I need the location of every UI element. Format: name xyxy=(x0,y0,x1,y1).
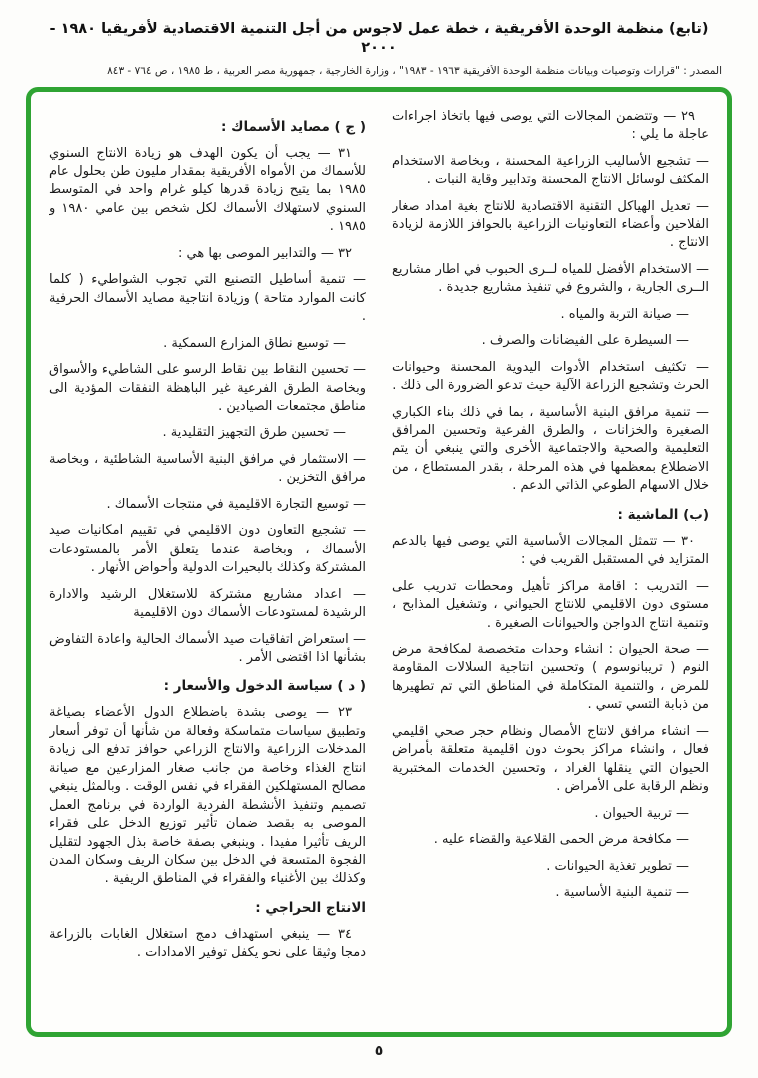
list-item: — الاستخدام الأفضل للمياه لــرى الحبوب في اطار مشاريع الــرى الجارية ، والشروع في تنفيذ مشاريع جديدة . xyxy=(392,261,709,296)
list-item: — توسيع التجارة الاقليمية في منتجات الأسماك . xyxy=(106,496,366,512)
list-item: — الاستثمار في مرافق البنية الأساسية الشاطئية ، وبخاصة مرافق التخزين . xyxy=(49,451,366,486)
list-item: — تعديل الهياكل التقنية الاقتصادية للانتاج بغية امداد صغار الفلاحين وأعضاء التعاونيات الزراعية بالحوافز اللازمة لزيادة الانتاج . xyxy=(392,198,709,251)
list-item: — تنمية البنية الأساسية . xyxy=(555,884,689,900)
list-item: — توسيع نطاق المزارع السمكية . xyxy=(163,335,346,351)
list-item: — التدريب : اقامة مراكز تأهيل ومحطات تدريب على مستوى دون الاقليمي للانتاج الحيواني ، وتشغيل المذابح ، وتنمية انتاج الدواجن والحيوانات الصغيرة . xyxy=(392,578,709,631)
paragraph: ٣٢ — والتدابير الموصى بها هي : xyxy=(177,245,352,261)
document-header xyxy=(0,0,758,77)
page-number: ٥ xyxy=(374,1042,384,1059)
section-heading: الانتاج الحراجي : xyxy=(255,899,366,916)
list-item: — مكافحة مرض الحمى القلاعية والقضاء عليه . xyxy=(433,832,689,848)
list-item: — صيانة التربة والمياه . xyxy=(560,306,689,322)
two-column-layout xyxy=(49,108,709,1018)
column-left xyxy=(49,108,366,1018)
document-title: (تابع) منظمة الوحدة الأفريقية ، خطة عمل لاجوس من أجل التنمية الاقتصادية لأفريقيا ١٩٨٠ - ٢٠٠٠ xyxy=(49,21,709,56)
list-item: — استعراض اتفاقيات صيد الأسماك الحالية واعادة التفاوض بشأنها اذا اقتضى الأمر . xyxy=(49,631,366,665)
list-item: — تكثيف استخدام الأدوات اليدوية المحسنة وحيوانات الحرث وتشجيع الزراعة الآلية حيث تدعو الضرورة الى ذلك . xyxy=(392,359,709,394)
list-item: — اعداد مشاريع مشتركة للاستغلال الرشيد والادارة الرشيدة لمستودعات الأسماك دون الاقليمية xyxy=(49,586,366,621)
list-item: — السيطرة على الفيضانات والصرف . xyxy=(481,333,689,349)
list-item: — تشجيع التعاون دون الاقليمي في تقييم امكانيات صيد الأسماك ، وبخاصة عندما يتعلق الأمر بالمستودعات المشتركة وكذلك بالبحيرات الدولية وأحواض الأنهار . xyxy=(49,523,366,576)
content-frame xyxy=(26,87,732,1037)
document-source-line: المصدر : "قرارات وتوصيات وبيانات منظمة الوحدة الأفريقية ١٩٦٣ - ١٩٨٣" ، وزارة الخارجية ، جمهورية مصر العربية ، ط ١٩٨٥ ، ص ٧٦٤ - ٨٤٣ xyxy=(107,64,722,77)
list-item: — تنمية مرافق البنية الأساسية ، بما في ذلك بناء الكباري الصغيرة والخزانات ، والطرق الفرعية وتحسين المرافق التعليمية والصحية والاجتماعية الأخرى والتي ينبغي أن يتم الاضطلاع بمعظمها في هذه المرحلة ، بقدر المستطاع ، من خلال الاسهام الطوعي الذاتي الدعم . xyxy=(392,404,709,494)
list-item: — تحسين طرق التجهيز التقليدية . xyxy=(162,425,346,441)
paragraph: ٢٩ — وتتضمن المجالات التي يوصى فيها باتخاذ اجراءات عاجلة ما يلي : xyxy=(392,108,709,143)
section-heading: (ب) الماشية : xyxy=(617,506,709,523)
list-item: — تحسين النقاط بين نقاط الرسو على الشاطيء والأسواق وبخاصة الطرق الفرعية غير الباهظة النفقات المؤدية الى مناطق مجتمعات الصيادين . xyxy=(49,362,366,415)
column-right xyxy=(392,108,709,1018)
section-heading: ( ج ) مصايد الأسماك : xyxy=(220,118,366,135)
list-item: — تنمية أساطيل التصنيع التي تجوب الشواطيء ( كلما كانت الموارد متاحة ) وزيادة انتاجية مصايد الأسماك الحرفية . xyxy=(49,272,366,325)
paragraph: ٣٤ — ينبغي استهداف دمج استغلال الغابات بالزراعة دمجا وثيقا على نحو يكفل توفير الامدادات . xyxy=(49,926,366,961)
list-item: — تشجيع الأساليب الزراعية المحسنة ، وبخاصة الاستخدام المكثف لوسائل الانتاج المحسنة وتدابير وقاية النبات . xyxy=(392,153,709,188)
section-heading: ( د ) سياسة الدخول والأسعار : xyxy=(163,678,366,695)
list-item: — انشاء مرافق لانتاج الأمصال ونظام حجر صحي اقليمي فعال ، وانشاء مراكز بحوث دون اقليمية متعلقة بأمراض الحيوان التي ينقلها الغراد ، وتحسين الخدمات المختبرية ونظم الرقابة على الأمراض . xyxy=(392,723,709,795)
document-footer xyxy=(0,1043,758,1059)
list-item: — تطوير تغذية الحيوانات . xyxy=(546,858,689,874)
paragraph: ٢٣ — يوصى بشدة باضطلاع الدول الأعضاء بصياغة وتطبيق سياسات متماسكة وفعالة من شأنها أن توفر أسعار المدخلات الزراعية والانتاج الزراعي حوافز تدفع الى زيادة انتاج الغذاء وخاصة من جانب صغار المزارعين مع صيانة مصالح المستهلكين الفقراء في نفس الوقت . وبالمثل ينبغي تصميم وتنفيذ الأنشطة الفردية الواردة في برنامج العمل الموصى به بقصد ضمان تأثير توزيع الدخل على فقراء الريف تأثيرا مفيدا . وينبغي بصفة خاصة بذل الجهود لتقليل الفجوة المتسعة في الدخل بين سكان الريف وسكان المدن وكذلك بين الأغنياء والفقراء في المناطق الريفية . xyxy=(49,705,366,887)
list-item: — تربية الحيوان . xyxy=(594,805,689,821)
paragraph: ٣٠ — تتمثل المجالات الأساسية التي يوصى فيها بالدعم المتزايد في المستقبل القريب في : xyxy=(392,533,709,568)
paragraph: ٣١ — يجب أن يكون الهدف هو زيادة الانتاج السنوي للأسماك من الأمواه الأفريقية بمقدار مليون طن بحلول عام ١٩٨٥ بما يتيح زيادة قدرها كيلو غرام واحد في المتوسط السنوي لاستهلاك الأسماك لكل شخص بين عامي ١٩٨٠ و ١٩٨٥ . xyxy=(49,145,366,235)
list-item: — صحة الحيوان : انشاء وحدات متخصصة لمكافحة مرض النوم ( تريبانوسوم ) وتحسين انتاجية السلالات المقاومة للمرض ، والتنمية المتكاملة في المناطق التي تم تطهيرها من ذبابة التسي تسي . xyxy=(392,642,709,713)
